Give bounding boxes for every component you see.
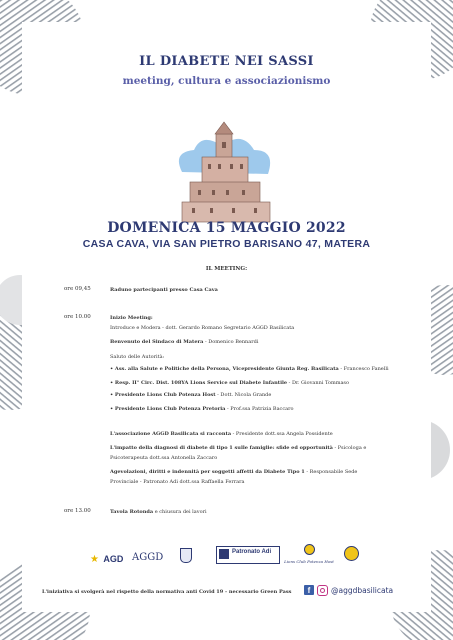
schedule-entry-detail: Psicoterapeuta dott.ssa Antonella Zaccaro: [110, 455, 218, 461]
schedule-entry-detail: - Psicologa e: [332, 445, 367, 451]
schedule-entry: [110, 508, 400, 516]
instagram-icon[interactable]: [317, 585, 328, 596]
schedule-time: ore 09,45: [64, 286, 91, 292]
schedule-entry-detail: - Francesco Fanelli: [338, 366, 389, 372]
program-heading: IL MEETING:: [205, 266, 248, 272]
social-links: [304, 584, 393, 596]
lions-host-logo: [278, 544, 340, 564]
schedule-entry-title: • Presidente Lions Club Potenza Pretoria: [110, 406, 226, 412]
patronato-logo-text: Patronato Adi: [232, 549, 272, 555]
agd-logo: ★ AGD: [90, 554, 124, 565]
schedule-entry-title: L'associazione AGGD Basilicata si racconta: [110, 431, 232, 437]
event-date: DOMENICA 15 MAGGIO 2022: [107, 220, 346, 236]
schedule-entry: [110, 430, 400, 438]
lions-host-logo-text: Lions Club Potenza Host: [284, 559, 334, 564]
schedule-entry: [110, 338, 400, 346]
facebook-icon[interactable]: f: [304, 585, 314, 595]
schedule-entry-detail: - Responsabile Sede: [304, 469, 358, 475]
schedule-entry: [110, 454, 400, 462]
schedule-entry-detail: - Prof.ssa Patrizia Baccaro: [225, 406, 294, 412]
schedule-entry-detail: - Domenico Bennardi: [203, 339, 259, 345]
schedule-entry: [110, 391, 400, 399]
schedule-entry: [110, 405, 400, 413]
event-subtitle: meeting, cultura e associazionismo: [122, 75, 331, 87]
schedule-entry: [110, 324, 400, 332]
schedule-entry-title: Benvenuto del Sindaco di Matera: [110, 339, 204, 345]
aggd-logo: [132, 547, 163, 565]
covid-notice: L'iniziativa si svolgerà nel rispetto della normativa anti Covid 19 - necessario Green Pass: [42, 589, 292, 595]
sassi-illustration: [172, 112, 278, 227]
schedule-entry: [110, 478, 400, 486]
content-card: [22, 22, 431, 612]
event-title: IL DIABETE NEI SASSI: [139, 54, 314, 69]
schedule-entry: [110, 468, 400, 476]
patronato-logo: [216, 546, 280, 564]
city-crest-icon: [180, 548, 192, 563]
schedule-entry-title: L'impatto della diagnosi di diabete di tipo 1 sulle famiglie: sfide ed opportunità: [110, 445, 333, 451]
schedule-entry-detail: Introduce e Modera - dott. Gerardo Romano Segretario AGGD Basilicata: [110, 325, 295, 331]
social-handle[interactable]: @aggdbasilicata: [331, 585, 394, 595]
schedule-time: ore 10.00: [64, 314, 91, 320]
schedule-entry-detail: e chiusura dei lavori: [153, 509, 207, 515]
lions-pretoria-logo-icon: [344, 546, 359, 561]
schedule-entry-title: Raduno partecipanti presso Casa Cava: [110, 287, 218, 293]
schedule-entry-detail: - Dott. Nicola Grande: [215, 392, 272, 398]
agd-logo-text: AGD: [103, 554, 124, 564]
schedule-entry-title: Inizio Meeting:: [110, 315, 153, 321]
event-location: CASA CAVA, VIA SAN PIETRO BARISANO 47, MATERA: [82, 238, 371, 250]
schedule-entry-title: Tavola Rotonda: [110, 509, 154, 515]
schedule-entry-detail: - Dr. Giovanni Tommaso: [287, 380, 350, 386]
lions-host-emblem-icon: [304, 544, 315, 555]
schedule-entry-detail: - Presidente dott.ssa Angela Possidente: [231, 431, 333, 437]
schedule-entry: [110, 353, 400, 361]
aggd-logo-text: AGGD: [132, 552, 164, 563]
schedule-entry-detail: Provinciale - Patronato Adi dott.ssa Raffaella Ferrara: [110, 479, 245, 485]
schedule-entry-detail: Saluto delle Autorità:: [110, 354, 165, 360]
schedule-entry: [110, 286, 400, 294]
schedule-entry: [110, 444, 400, 452]
schedule-entry: [110, 314, 400, 322]
schedule-entry-title: • Presidente Lions Club Potenza Host: [110, 392, 216, 398]
schedule-entry-title: • Ass. alla Salute e Politiche della Persona, Vicepresidente Giunta Reg. Basilicata: [110, 366, 339, 372]
schedule-entry-title: • Resp. II° Circ. Dist. 108YA Lions Service sul Diabete Infantile: [110, 380, 288, 386]
schedule-entry: [110, 365, 400, 373]
schedule-entry-title: Agevolazioni, diritti e indennità per soggetti affetti da Diabete Tipo 1: [110, 469, 305, 475]
schedule-entry: [110, 379, 400, 387]
schedule-time: ore 13.00: [64, 508, 91, 514]
